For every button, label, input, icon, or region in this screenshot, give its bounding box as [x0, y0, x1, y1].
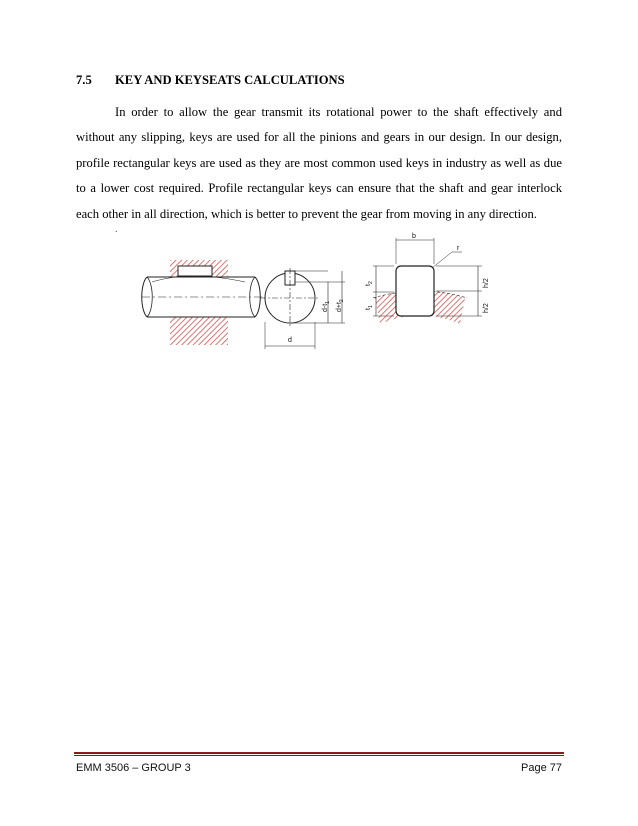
label-d-plus-t2: d+t [336, 302, 343, 312]
svg-text:t1 [365, 305, 374, 310]
body-paragraph: In order to allow the gear transmit its rotational power to the shaft effectively and without any slipping, keys are used for all the pinions and gears in our design. In our design, profile rectangular keys are used as they are most common used keys in industry as well as due to a lower cost required. Profile rectangular keys can ensure that the shaft and gear interlock each other in all direction, which is better to prevent the gear from moving in any direction. [76, 105, 562, 221]
label-d-minus-t1-sub: 1 [325, 301, 331, 304]
key-diagram-svg [130, 232, 500, 350]
label-t1: t [365, 308, 372, 310]
shaft-side-view [142, 260, 262, 345]
svg-text:d+t2 [336, 299, 345, 312]
label-h2-top: h/2 [483, 278, 490, 288]
label-d: d [288, 337, 292, 344]
footer-rule [74, 752, 564, 757]
label-h2-bottom: h/2 [483, 303, 490, 313]
label-t2-sub: 2 [368, 281, 374, 285]
label-r: r [457, 245, 460, 252]
footer-page-number: Page 77 [521, 762, 562, 774]
shaft-cross-section [260, 268, 345, 349]
label-d-plus-t2-sub: 2 [339, 299, 345, 303]
label-t1-sub: 1 [368, 305, 374, 309]
section-number: 7.5 [76, 73, 92, 87]
key-detail-view [365, 233, 490, 324]
key-keyseat-figure [130, 232, 500, 350]
label-b: b [412, 233, 416, 240]
section-title: KEY AND KEYSEATS CALCULATIONS [115, 73, 345, 87]
svg-text:t2 [365, 281, 374, 286]
footer-course: EMM 3506 – GROUP 3 [76, 762, 191, 774]
stray-mark: . [115, 224, 118, 235]
svg-text:d-t1 [322, 301, 331, 312]
section-heading [76, 73, 345, 88]
label-d-minus-t1: d-t [322, 303, 329, 312]
label-t2: t [365, 284, 372, 286]
